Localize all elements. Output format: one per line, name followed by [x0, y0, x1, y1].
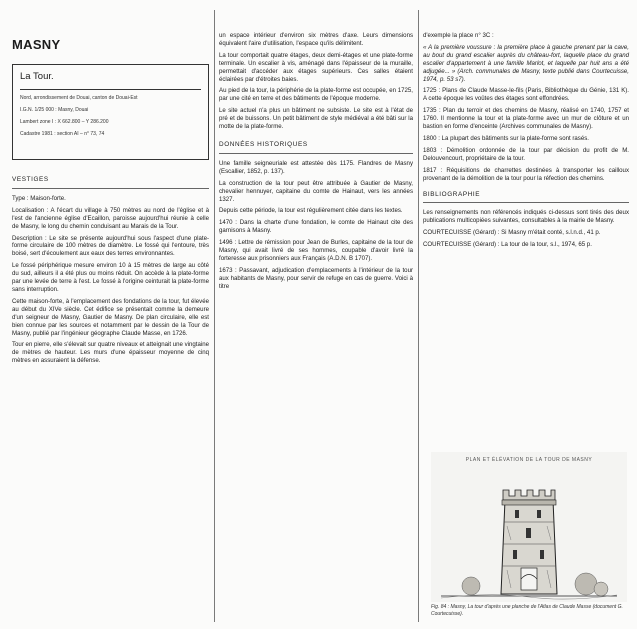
history-entry: 1673 : Passavant, adjudication d'emplacements à l'intérieur de la tour aux habitants de Masny, pour servir de refuge en cas de guerre. Voici à titre — [219, 266, 413, 290]
history-entry: La construction de la tour peut être attribuée à Gautier de Masny, chevalier hennuyer, capitaine du comte de Hainaut, vers les années 1327. — [219, 179, 413, 203]
source-entry: 1817 : Réquisitions de charrettes destinées à transporter les cailloux provenant de la démolition de la tour pour la réfection des chemins. — [423, 166, 629, 182]
card-divider — [20, 89, 201, 90]
heading-divider — [12, 188, 209, 189]
paragraph: Le site actuel n'a plus un bâtiment ne subsiste. Le site est à l'état de pré et de buissons. Un petit bâtiment de style médiéval a été bâti sur la motte de la plate-forme. — [219, 107, 413, 131]
tower-figure — [431, 452, 627, 602]
card-title: La Tour. — [20, 71, 54, 82]
source-entry: 1735 : Plan du terroir et des chemins de Masny, réalisé en 1740, 1757 et 1760. Il mentionne la tour et la plate-forme avec un mur de clôture et un bastion en forme d'enceinte (Archives communales de Masny). — [423, 107, 629, 131]
paragraph: Le fossé périphérique mesure environ 10 à 15 mètres de large au côté du sud, ailleurs il a été plus ou moins réduit. On accède à la plate-forme par une levée de terre à l'est. Le fossé à l'origine ceinturait la plate-forme sans interruption. — [12, 262, 209, 293]
history-entry: 1496 : Lettre de rémission pour Jean de Burles, capitaine de la tour de Masny, qui avait livré de ses hommes, coupable d'avoir livré la forteresse aux prisonniers aux Français (A.D.N. B 1707). — [219, 239, 413, 262]
page-title: MASNY — [12, 37, 61, 52]
column-right — [423, 32, 629, 253]
paragraph: Localisation : A l'écart du village à 750 mètres au nord de l'église et à l'est de l'ancienne église d'Ecaillon, paroisse aujourd'hui réunie à celle de Masny, le long du chemin conduisant au Marais de la Tour. — [12, 206, 209, 230]
biblio-entry: COURTECUISSE (Gérard) : Si Masny m'était conté, s.l.n.d., 41 p. — [423, 229, 601, 237]
history-entry: 1470 : Dans la charte d'une fondation, le comte de Hainaut cite des garnisons à Masny. — [219, 219, 413, 235]
column-left — [12, 172, 209, 369]
tower-drawing-icon — [431, 464, 627, 604]
card-line: Cadastre 1981 : section AI – n° 73, 74 — [20, 131, 105, 137]
history-entry: Une famille seigneuriale est attestée dès 1175. Flandres de Masny (Escallier, 1852, p. 137). — [219, 159, 413, 175]
heading-divider — [219, 153, 413, 154]
card-line: Lambert zone I : X 662.800 – Y 286.200 — [20, 119, 109, 125]
paragraph: Description : Le site se présente aujourd'hui sous l'aspect d'une plate-forme circulaire de 100 mètres de diamètre. Le fossé qui l'entoure, très boisé, sert d'écoulement aux eaux des terres environnantes. — [12, 234, 209, 258]
section-heading: BIBLIOGRAPHIE — [423, 190, 481, 198]
history-entry: Depuis cette période, la tour est régulièrement citée dans les textes. — [219, 207, 403, 215]
card-line: Nord, arrondissement de Douai, canton de Douai-Est — [20, 95, 138, 101]
figure-caption: Fig. 84 : Masny, La tour d'après une planche de l'Atlas de Claude Masse (document G. Courtecuisse). — [431, 604, 623, 617]
quote: « A la première voussure : la première place à gauche prenant par la cave, au bout du grand escalier auprès du château-fort, laquelle place du grand escalier d'appartement à une famille Marlot, et laquelle par huit ans a été adjugée... » (Arch. communales de Masny, texte publié dans Courtecuisse, 1974, p. 53 s7). — [423, 43, 629, 83]
source-entry: 1725 : Plans de Claude Masse-le-fils (Paris, Bibliothèque du Génie, 131 K). A cette époque les voûtes des étages sont effondrées. — [423, 87, 629, 103]
column-divider — [214, 10, 215, 622]
section-heading: DONNÉES HISTORIQUES — [219, 140, 308, 148]
column-divider — [418, 10, 419, 622]
source-entry: 1803 : Démolition ordonnée de la tour par décision du profit de M. Delouvencourt, propriétaire de la tour. — [423, 146, 629, 162]
paragraph: Tour en pierre, elle s'élevait sur quatre niveaux et atteignait une vingtaine de mètres de hauteur. Les murs d'une épaisseur moyenne de cinq mètres en assuraient la défense. — [12, 341, 209, 365]
card-line: I.G.N. 1/25 000 : Masny, Douai — [20, 107, 89, 113]
source-entry: 1800 : La plupart des bâtiments sur la plate-forme sont rasés. — [423, 134, 589, 142]
heading-divider — [423, 202, 629, 203]
column-middle — [219, 32, 413, 295]
biblio-intro: Les renseignements non référencés indiqués ci-dessus sont tirés des deux publications multicopiées suivantes, consultables à la mairie de Masny. — [423, 209, 629, 225]
paragraph: La tour comportait quatre étages, deux demi-étages et une plate-forme terminale. Un escalier à vis, aménagé dans l'épaisseur de la muraille, permettait d'accéder aux étages supérieurs. Ces salles étaient éclairées par d'étroites baies. — [219, 51, 413, 83]
paragraph: Au pied de la tour, la périphérie de la plate-forme est occupée, en 1725, par une cité en terre et des bâtiments de l'époque moderne. — [219, 87, 413, 103]
figure-title: PLAN ET ÉLÉVATION DE LA TOUR DE MASNY — [465, 457, 593, 463]
intro-line: d'exemple la place n° 3C : — [423, 32, 494, 39]
paragraph: Cette maison-forte, à l'emplacement des fondations de la tour, fut élevée au début du XIVe siècle. Cet édifice se présentait comme la demeure d'un seigneur de Masny, Gautier de Masny. De plan circulaire, elle est bien connue par les sources et notamment par le dessin de la Tour de Masny, publié par l'ingénieur géographe Claude Masse, en 1726. — [12, 297, 209, 337]
section-heading: VESTIGES — [12, 176, 49, 183]
type-line: Type : Maison-forte. — [12, 194, 66, 202]
biblio-entry: COURTECUISSE (Gérard) : La tour de la tour, s.l., 1974, 65 p. — [423, 241, 592, 249]
info-card — [12, 64, 209, 160]
paragraph: un espace intérieur d'environ six mètres d'axe. Leurs dimensions équivalent l'aire d'utilisation, l'espace qu'ils délimitent. — [219, 32, 413, 47]
